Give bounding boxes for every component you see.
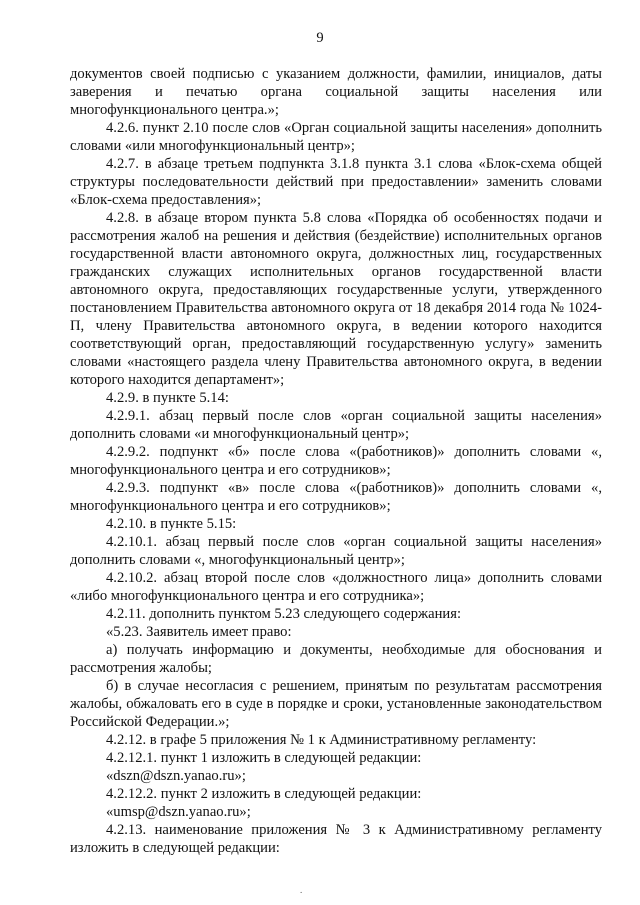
paragraph: 4.2.7. в абзаце третьем подпункта 3.1.8 пункта 3.1 слова «Блок-схема общей структуры последовательности действий при предоставлении» заменить словами «Блок-схема предоставления»; — [70, 156, 602, 208]
paragraph: 4.2.12. в графе 5 приложения № 1 к Административному регламенту: — [106, 732, 537, 748]
paragraph: «umsp@dszn.yanao.ru»; — [106, 804, 251, 820]
paragraph: 4.2.9.3. подпункт «в» после слова «(работников)» дополнить словами «, многофункционального центра и его сотрудников»; — [70, 480, 602, 514]
scan-mark: . — [300, 885, 303, 895]
paragraph: 4.2.8. в абзаце втором пункта 5.8 слова «Порядка об особенностях подачи и рассмотрения жалоб на решения и действия (бездействие) исполнительных органов государственной власти автономного округа, должностных лиц, государственных гражданских служащих исполнительных органов государственной власти автономного округа, предоставляющих государственные услуги, утвержденного постановлением Правительства автономного округа от 18 декабря 2014 года № 1024-П, члену Правительства автономного округа, в ведении которого находится соответствующий орган, предоставляющий государственную услугу» заменить словами «настоящего раздела члену Правительства автономного округа, в ведении которого находится департамент»; — [70, 210, 602, 388]
paragraph: 4.2.10. в пункте 5.15: — [106, 516, 237, 532]
paragraph: 4.2.9. в пункте 5.14: — [106, 390, 229, 406]
paragraph: документов своей подписью с указанием должности, фамилии, инициалов, даты заверения и печатью органа социальной защиты населения или многофункционального центра.»; — [70, 66, 602, 118]
document-body — [70, 65, 602, 857]
paragraph: 4.2.10.1. абзац первый после слов «орган социальной защиты населения» дополнить словами «, многофункциональный центр»; — [70, 534, 602, 568]
paragraph: 4.2.11. дополнить пунктом 5.23 следующего содержания: — [106, 606, 462, 622]
paragraph: 4.2.12.1. пункт 1 изложить в следующей редакции: — [106, 750, 422, 766]
paragraph: 4.2.10.2. абзац второй после слов «должностного лица» дополнить словами «либо многофункционального центра и его сотрудника»; — [70, 570, 602, 604]
paragraph: «5.23. Заявитель имеет право: — [106, 624, 292, 640]
paragraph: 4.2.6. пункт 2.10 после слов «Орган социальной защиты населения» дополнить словами «или многофункциональный центр»; — [70, 120, 602, 154]
page-number: 9 — [316, 30, 324, 46]
paragraph: 4.2.12.2. пункт 2 изложить в следующей редакции: — [106, 786, 422, 802]
paragraph: а) получать информацию и документы, необходимые для обоснования и рассмотрения жалобы; — [70, 642, 602, 676]
paragraph: б) в случае несогласия с решением, принятым по результатам рассмотрения жалобы, обжаловать его в суде в порядке и сроки, установленные законодательством Российской Федерации.»; — [70, 678, 602, 730]
paragraph: «dszn@dszn.yanao.ru»; — [106, 768, 246, 784]
paragraph: 4.2.9.2. подпункт «б» после слова «(работников)» дополнить словами «, многофункционального центра и его сотрудников»; — [70, 444, 602, 478]
paragraph: 4.2.9.1. абзац первый после слов «орган социальной защиты населения» дополнить словами «и многофункциональный центр»; — [70, 408, 602, 442]
paragraph: 4.2.13. наименование приложения № 3 к Административному регламенту изложить в следующей редакции: — [70, 822, 602, 856]
